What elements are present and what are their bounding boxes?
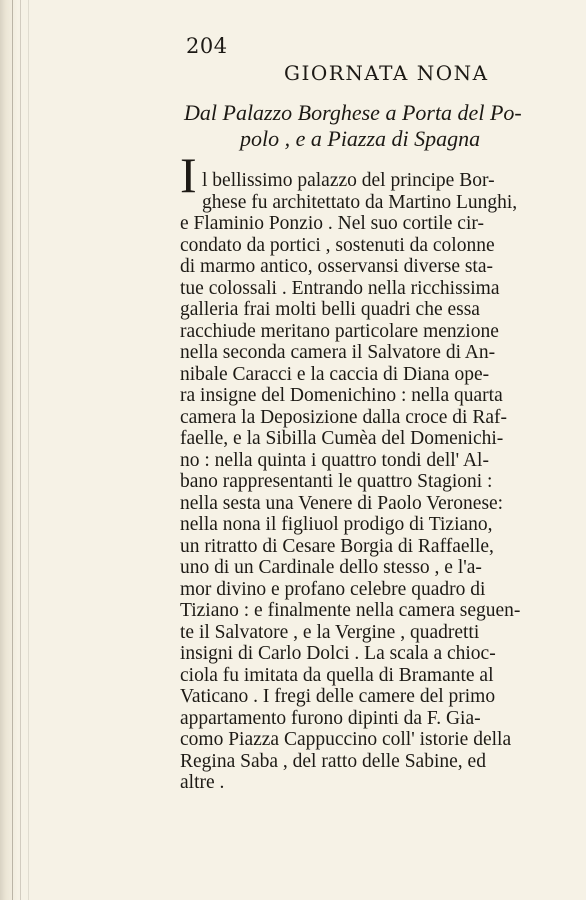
text-line: nella seconda camera il Salvatore di An- bbox=[180, 342, 496, 363]
text-line: Vaticano . I fregi delle camere del primo bbox=[180, 686, 496, 707]
text-line: altre . bbox=[180, 772, 225, 793]
text-line: e Flaminio Ponzio . Nel suo cortile cir- bbox=[180, 213, 484, 234]
section-title-line: polo , e a Piazza di Spagna bbox=[240, 126, 481, 151]
text-line: nibale Caracci e la caccia di Diana ope- bbox=[180, 363, 490, 385]
text-line: faelle, e la Sibilla Cumèa del Domenichi- bbox=[180, 428, 504, 449]
running-head: GIORNATA NONA bbox=[284, 61, 489, 85]
text-line: ciola fu imitata da quella di Bramante al bbox=[180, 664, 494, 686]
text-line: condato da portici , sostenuti da colonne bbox=[180, 234, 495, 256]
text-line: Tiziano : e finalmente nella camera seguen- bbox=[180, 600, 521, 621]
text-line: l bellissimo palazzo del principe Bor- bbox=[202, 170, 495, 191]
binding-gutter-line bbox=[28, 0, 29, 900]
text-line: ra insigne del Domenichino : nella quarta bbox=[180, 385, 503, 406]
drop-cap: I bbox=[180, 147, 197, 203]
text-line: racchiude meritano particolare menzione bbox=[180, 320, 499, 342]
body-paragraph bbox=[180, 170, 570, 794]
text-line: insigni di Carlo Dolci . La scala a chioc- bbox=[180, 643, 496, 664]
section-title bbox=[184, 100, 579, 152]
text-line: nella sesta una Venere di Paolo Veronese: bbox=[180, 492, 504, 514]
binding-gutter-line bbox=[20, 0, 21, 900]
text-line: te il Salvatore , e la Vergine , quadretti bbox=[180, 621, 480, 643]
text-line: galleria frai molti belli quadri che essa bbox=[180, 299, 480, 320]
text-line: uno di un Cardinale dello stesso , e l'a- bbox=[180, 557, 482, 578]
text-line: ghese fu architettato da Martino Lunghi, bbox=[202, 191, 518, 213]
text-line: Regina Saba , del ratto delle Sabine, ed bbox=[180, 750, 486, 772]
section-title-line: Dal Palazzo Borghese a Porta del Po- bbox=[184, 100, 522, 125]
text-line: un ritratto di Cesare Borgia di Raffaelle, bbox=[180, 535, 494, 557]
text-line: appartamento furono dipinti da F. Gia- bbox=[180, 707, 481, 729]
text-line: di marmo antico, osservansi diverse sta- bbox=[180, 256, 493, 277]
text-line: tue colossali . Entrando nella ricchissima bbox=[180, 277, 500, 299]
text-line: camera la Deposizione dalla croce di Raf- bbox=[180, 406, 507, 428]
binding-gutter-line bbox=[12, 0, 13, 900]
text-line: no : nella quinta i quattro tondi dell' Al- bbox=[180, 449, 489, 471]
text-line: como Piazza Cappuccino coll' istorie della bbox=[180, 729, 512, 750]
text-line: mor divino e profano celebre quadro di bbox=[180, 578, 486, 600]
page-number: 204 bbox=[186, 34, 228, 58]
text-line: nella nona il figliuol prodigo di Tiziano, bbox=[180, 514, 493, 535]
text-line: bano rappresentanti le quattro Stagioni : bbox=[180, 471, 493, 492]
